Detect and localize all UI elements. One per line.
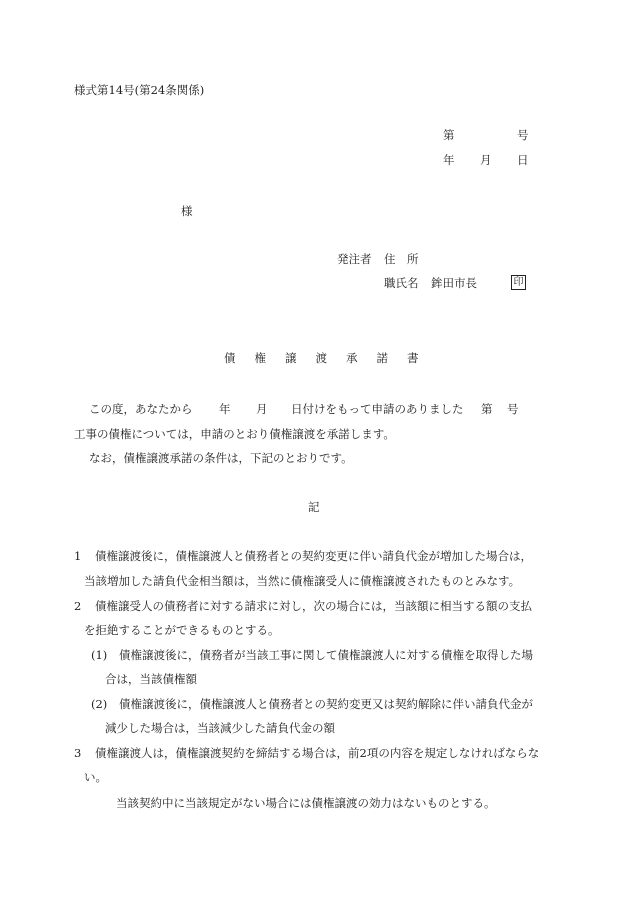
title-char: 書 <box>407 351 419 365</box>
body-line-3: なお，債権譲渡承諾の条件は，下記のとおりです。 <box>89 451 353 465</box>
issuer-address-label: 住 所 <box>384 252 419 266</box>
document-title <box>224 352 419 366</box>
body-line-1-go: 号 <box>507 402 519 416</box>
body-line-1-b: 日付けをもって申請のありました <box>291 402 464 416</box>
condition-2-number: 2 <box>74 599 82 613</box>
header-date-year: 年 <box>443 153 455 167</box>
sub-item-2-line-2: 減少した場合は，当該減少した請負代金の額 <box>105 721 335 735</box>
seal-mark <box>511 275 526 290</box>
title-char: 諾 <box>376 351 388 365</box>
form-number: 様式第14号(第24条関係) <box>74 83 205 97</box>
body-line-1-a: この度，あなたから <box>89 402 193 416</box>
sub-item-1-line-1: 債権譲渡後に，債務者が当該工事に関して債権譲渡人に対する債権を取得した場 <box>119 648 533 662</box>
issuer-name: 鉾田市長 <box>431 276 477 290</box>
condition-1-line-1: 債権譲渡後に，債権譲渡人と債務者との契約変更に伴い請負代金が増加した場合は， <box>95 549 532 563</box>
condition-1-number: 1 <box>74 549 82 563</box>
header-date-day: 日 <box>517 153 529 167</box>
condition-3-line-1: 債権譲渡人は，債権譲渡契約を締結する場合は，前2項の内容を規定しなければならな <box>95 746 540 760</box>
title-char: 承 <box>346 351 358 365</box>
ki-heading: 記 <box>308 500 320 514</box>
body-line-2: 工事の債権については，申請のとおり債権譲渡を承諾します。 <box>74 427 395 441</box>
condition-2-line-1: 債権譲受人の債務者に対する請求に対し，次の場合には，当該額に相当する額の支払 <box>95 599 532 613</box>
sub-item-2-number: (2) <box>91 697 108 711</box>
issuer-label: 発注者 <box>337 252 372 266</box>
seal-mark-char: 印 <box>511 275 526 290</box>
condition-3-number: 3 <box>74 746 82 760</box>
addressee-sama: 様 <box>181 204 193 218</box>
condition-3-line-3: 当該契約中に当該規定がない場合には債権譲渡の効力はないものとする。 <box>116 796 496 810</box>
title-char: 譲 <box>285 351 297 365</box>
condition-2-line-2: を拒絶することができるものとする。 <box>84 623 280 637</box>
sub-item-1-line-2: 合は，当該債権額 <box>105 672 197 686</box>
header-number-dai: 第 <box>443 128 455 142</box>
title-char: 権 <box>254 351 266 365</box>
title-char: 債 <box>224 351 236 365</box>
sub-item-1-number: (1) <box>91 648 108 662</box>
title-char: 渡 <box>315 351 327 365</box>
issuer-title-label: 職氏名 <box>384 276 419 290</box>
condition-1-line-2: 当該増加した請負代金相当額は，当然に債権譲受人に債権譲渡されたものとみなす。 <box>84 574 521 588</box>
body-line-1-dai: 第 <box>481 402 493 416</box>
body-line-1-month: 月 <box>256 402 268 416</box>
sub-item-2-line-1: 債権譲渡後に，債権譲渡人と債務者との契約変更又は契約解除に伴い請負代金が <box>119 697 533 711</box>
body-line-1-year: 年 <box>219 402 231 416</box>
condition-3-line-2: い。 <box>84 770 107 784</box>
header-date-month: 月 <box>480 153 492 167</box>
header-number-go: 号 <box>517 128 529 142</box>
